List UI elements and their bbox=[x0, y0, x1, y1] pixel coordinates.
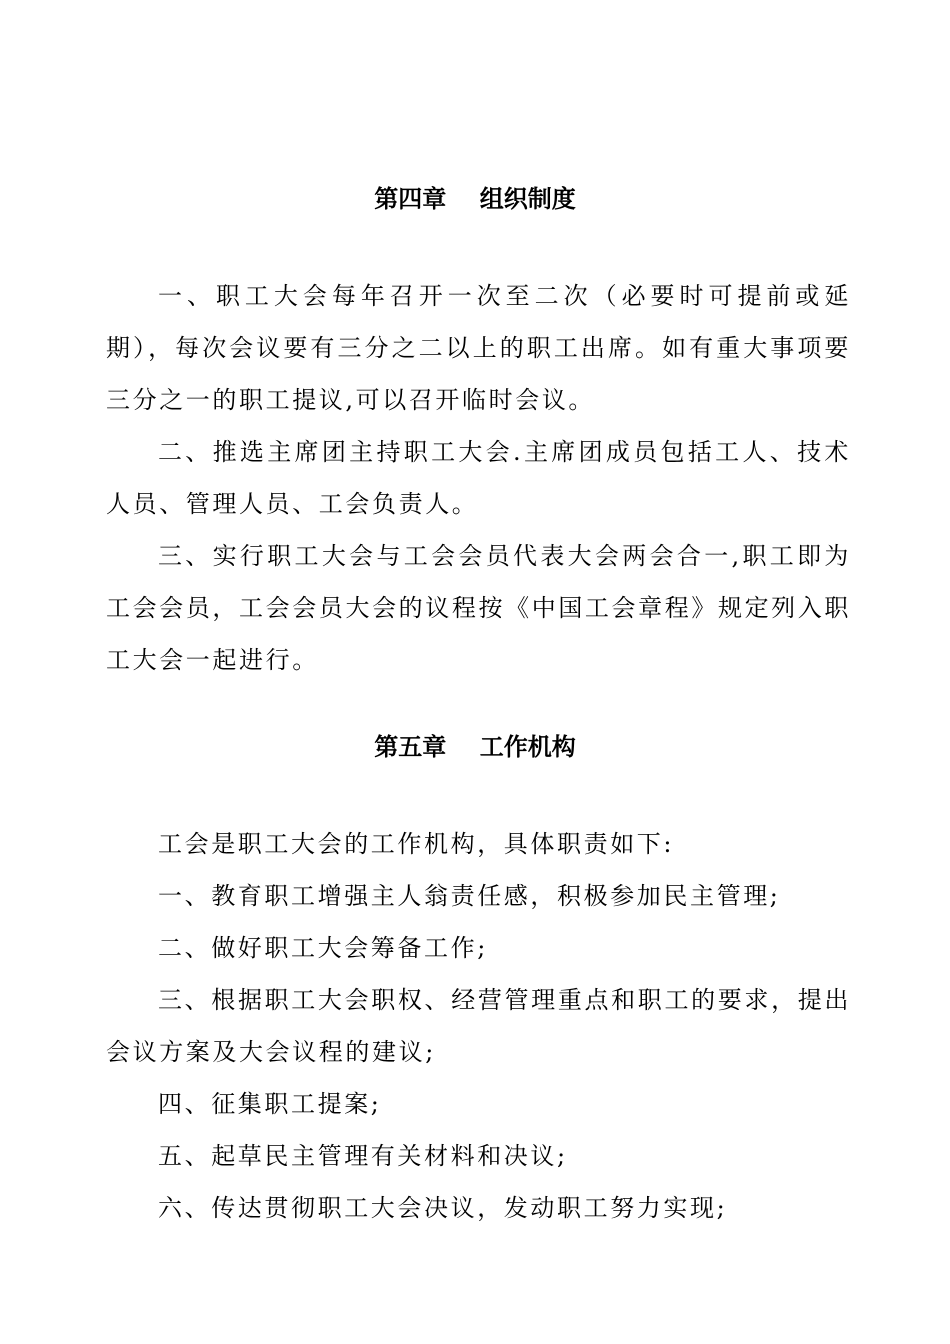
chapter-4-paragraph-1: 一、职工大会每年召开一次至二次（必要时可提前或延期），每次会议要有三分之二以上的职工出席。如有重大事项要三分之一的职工提议,可以召开临时会议。 bbox=[106, 282, 851, 414]
chapter-5-item-1: 一、教育职工增强主人翁责任感，积极参加民主管理; bbox=[158, 882, 781, 910]
chapter-5-body bbox=[106, 818, 851, 1234]
chapter-5-item-6: 六、传达贯彻职工大会决议，发动职工努力实现; bbox=[158, 1194, 728, 1222]
chapter-5-item-4: 四、征集职工提案; bbox=[158, 1090, 382, 1118]
chapter-4-body bbox=[106, 270, 851, 686]
chapter-5-title: 第五章 工作机构 bbox=[374, 732, 576, 761]
chapter-5-item-5: 五、起草民主管理有关材料和决议; bbox=[158, 1142, 568, 1170]
chapter-5-intro: 工会是职工大会的工作机构，具体职责如下: bbox=[158, 830, 675, 858]
chapter-5-item-2: 二、做好职工大会筹备工作; bbox=[158, 934, 488, 962]
chapter-4-title: 第四章 组织制度 bbox=[374, 184, 576, 213]
chapter-5-item-3: 三、根据职工大会职权、经营管理重点和职工的要求，提出会议方案及大会议程的建议; bbox=[106, 986, 851, 1066]
chapter-4-paragraph-2: 二、推选主席团主持职工大会.主席团成员包括工人、技术人员、管理人员、工会负责人。 bbox=[106, 438, 851, 518]
chapter-4-paragraph-3: 三、实行职工大会与工会会员代表大会两会合一,职工即为工会会员，工会会员大会的议程按《中国工会章程》规定列入职工大会一起进行。 bbox=[106, 542, 851, 674]
